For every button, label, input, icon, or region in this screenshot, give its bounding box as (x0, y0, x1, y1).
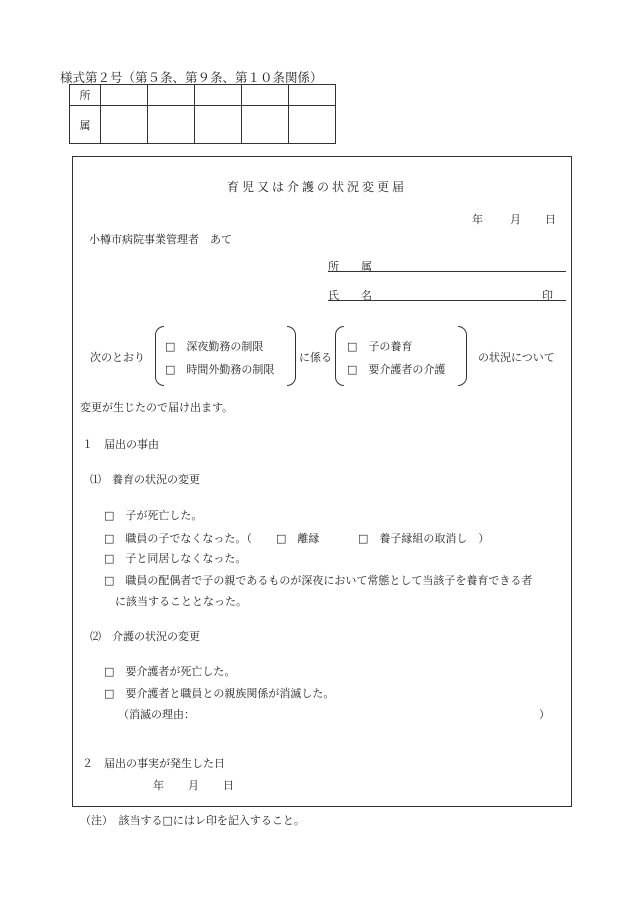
stamp-cell[interactable] (101, 85, 148, 106)
name-label: 氏 名 (328, 289, 372, 302)
date-year: 年 (472, 213, 483, 226)
stamp-label-top: 所 (70, 85, 101, 106)
affiliation-line[interactable] (328, 271, 566, 272)
occurrence-year: 年 (153, 779, 164, 792)
addressee: 小樽市病院事業管理者 あて (89, 233, 232, 246)
checkbox-item-adoption-cancel[interactable]: □ 養子縁組の取消し ） (358, 532, 490, 545)
reason-close: ） (539, 708, 550, 721)
seal-mark: 印 (542, 289, 553, 302)
checkbox-item-no-longer-child[interactable]: □ 職員の子でなくなった。（ (104, 532, 252, 545)
stamp-cell[interactable] (289, 85, 336, 106)
checkbox-item-spouse-can-care[interactable]: □ 職員の配偶者で子の親であるものが深夜において常態として当該子を養育できる者 (104, 574, 533, 587)
statement-connector: に係る (299, 351, 332, 364)
checkbox-item-spouse-can-care-cont: に該当することとなった。 (115, 595, 247, 608)
form-title: 育児又は介護の状況変更届 (227, 180, 408, 194)
date-day: 日 (545, 213, 556, 226)
stamp-cell[interactable] (148, 106, 195, 144)
statement-line2: 変更が生じたので届け出ます。 (80, 401, 234, 414)
checkbox-item-not-cohabiting[interactable]: □ 子と同居しなくなった。 (104, 552, 247, 565)
care-bracket-left (335, 326, 344, 386)
name-line[interactable] (328, 300, 566, 301)
section1-sub1-heading: ⑴ 養育の状況の変更 (90, 473, 200, 486)
limit-bracket-left (155, 326, 164, 386)
date-month: 月 (510, 213, 521, 226)
footnote: （注） 該当する□にはレ印を記入すること。 (80, 814, 305, 827)
stamp-cell[interactable] (195, 85, 242, 106)
occurrence-day: 日 (223, 779, 234, 792)
stamp-cell[interactable] (242, 106, 289, 144)
option-night-limit[interactable]: □ 深夜勤務の制限 (165, 340, 264, 353)
checkbox-item-dissolution[interactable]: □ 離縁 (276, 532, 320, 545)
affiliation-label: 所 属 (328, 260, 372, 273)
section1-heading: １ 届出の事由 (82, 438, 159, 451)
option-child-rearing[interactable]: □ 子の養育 (347, 340, 413, 353)
stamp-cell[interactable] (148, 85, 195, 106)
care-bracket-right (458, 326, 467, 386)
section1-sub2-heading: ⑵ 介護の状況の変更 (90, 630, 200, 643)
section2-heading: ２ 届出の事実が発生した日 (82, 757, 225, 770)
stamp-cell[interactable] (101, 106, 148, 144)
form-number: 様式第２号（第５条、第９条、第１０条関係） (60, 70, 323, 85)
stamp-label-bottom: 属 (70, 106, 101, 144)
checkbox-item-child-died[interactable]: □ 子が死亡した。 (104, 509, 203, 522)
reason-label: （消滅の理由： (118, 708, 195, 721)
option-caregiving[interactable]: □ 要介護者の介護 (347, 363, 446, 376)
statement-trail: の状況について (478, 351, 555, 364)
option-overtime-limit[interactable]: □ 時間外勤務の制限 (165, 363, 275, 376)
limit-bracket-right (287, 326, 296, 386)
stamp-cell[interactable] (242, 85, 289, 106)
checkbox-item-care-recipient-died[interactable]: □ 要介護者が死亡した。 (104, 665, 236, 678)
checkbox-item-kinship-ended[interactable]: □ 要介護者と職員との親族関係が消滅した。 (104, 687, 335, 700)
statement-lead: 次のとおり (90, 351, 145, 364)
occurrence-month: 月 (188, 779, 199, 792)
affiliation-stamp-table (69, 84, 336, 144)
stamp-cell[interactable] (195, 106, 242, 144)
stamp-cell[interactable] (289, 106, 336, 144)
